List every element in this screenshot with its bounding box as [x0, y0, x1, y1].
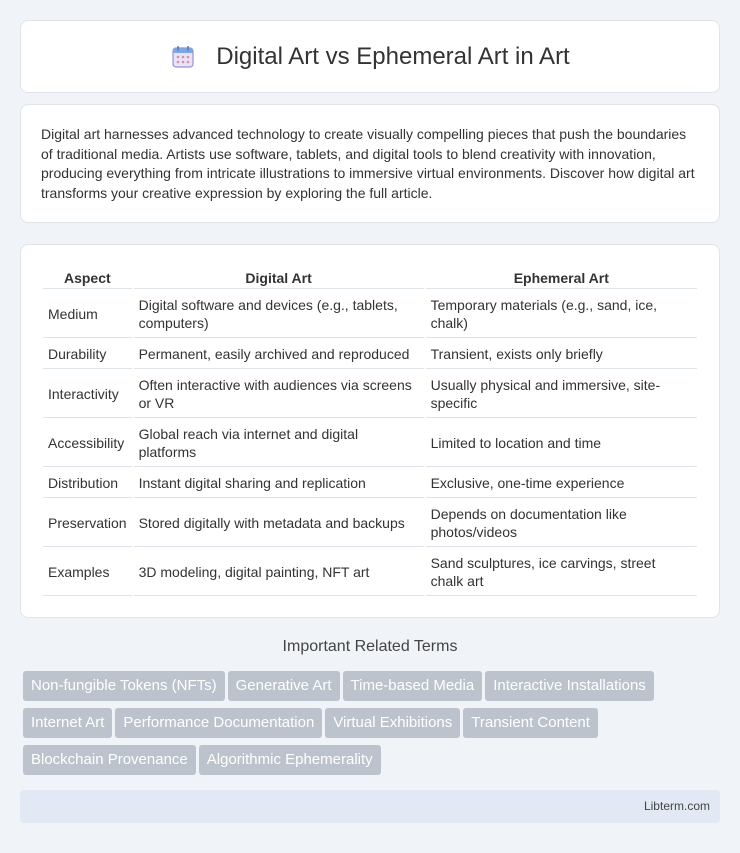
row-digital-art: Permanent, easily archived and reproduced: [134, 340, 424, 369]
comparison-card: [20, 244, 720, 618]
related-term-tag[interactable]: Interactive Installations: [485, 671, 654, 701]
row-aspect: Medium: [43, 291, 132, 338]
table-row: [43, 549, 697, 596]
footer-site-link[interactable]: Libterm.com: [643, 799, 710, 813]
row-ephemeral-art: Sand sculptures, ice carvings, street chalk art: [426, 549, 697, 596]
row-digital-art: Global reach via internet and digital platforms: [134, 420, 424, 467]
row-digital-art: 3D modeling, digital painting, NFT art: [134, 549, 424, 596]
related-terms-list: [23, 671, 723, 782]
row-aspect: Durability: [43, 340, 132, 369]
comparison-table: [41, 265, 699, 598]
row-digital-art: Instant digital sharing and replication: [134, 469, 424, 498]
row-aspect: Preservation: [43, 500, 132, 547]
row-ephemeral-art: Exclusive, one-time experience: [426, 469, 697, 498]
table-row: [43, 469, 697, 498]
related-term-tag[interactable]: Virtual Exhibitions: [325, 708, 460, 738]
row-ephemeral-art: Limited to location and time: [426, 420, 697, 467]
row-aspect: Examples: [43, 549, 132, 596]
table-row: [43, 420, 697, 467]
row-aspect: Accessibility: [43, 420, 132, 467]
row-digital-art: Stored digitally with metadata and backups: [134, 500, 424, 547]
title-card: [20, 20, 720, 93]
related-term-tag[interactable]: Transient Content: [463, 708, 598, 738]
page-title: Digital Art vs Ephemeral Art in Art: [216, 42, 570, 70]
related-term-tag[interactable]: Internet Art: [23, 708, 112, 738]
related-term-tag[interactable]: Algorithmic Ephemerality: [199, 745, 381, 775]
row-ephemeral-art: Depends on documentation like photos/videos: [426, 500, 697, 547]
related-terms-heading: Important Related Terms: [282, 638, 458, 655]
row-aspect: Interactivity: [43, 371, 132, 418]
intro-paragraph: Digital art harnesses advanced technology to create visually compelling pieces that push the boundaries of traditional media. Artists use software, tablets, and digital tools to blend creativity with innovation, producing everything from intricate illustrations to immersive virtual environments. Discover how digital art transforms your creative expression by exploring the full article.: [41, 126, 695, 201]
row-digital-art: Digital software and devices (e.g., tablets, computers): [134, 291, 424, 338]
row-digital-art: Often interactive with audiences via screens or VR: [134, 371, 424, 418]
related-term-tag[interactable]: Time-based Media: [343, 671, 483, 701]
row-aspect: Distribution: [43, 469, 132, 498]
table-row: [43, 500, 697, 547]
column-header-aspect: Aspect: [43, 267, 132, 289]
row-ephemeral-art: Usually physical and immersive, site-specific: [426, 371, 697, 418]
column-header-digital-art: Digital Art: [134, 267, 424, 289]
table-row: [43, 340, 697, 369]
row-ephemeral-art: Transient, exists only briefly: [426, 340, 697, 369]
related-term-tag[interactable]: Generative Art: [228, 671, 340, 701]
related-term-tag[interactable]: Blockchain Provenance: [23, 745, 196, 775]
calendar-icon: [170, 44, 196, 70]
related-term-tag[interactable]: Non-fungible Tokens (NFTs): [23, 671, 225, 701]
table-row: [43, 291, 697, 338]
related-term-tag[interactable]: Performance Documentation: [115, 708, 322, 738]
intro-card: [20, 104, 720, 223]
table-header-row: [43, 267, 697, 289]
footer: [20, 790, 720, 823]
column-header-ephemeral-art: Ephemeral Art: [426, 267, 697, 289]
row-ephemeral-art: Temporary materials (e.g., sand, ice, chalk): [426, 291, 697, 338]
table-row: [43, 371, 697, 418]
